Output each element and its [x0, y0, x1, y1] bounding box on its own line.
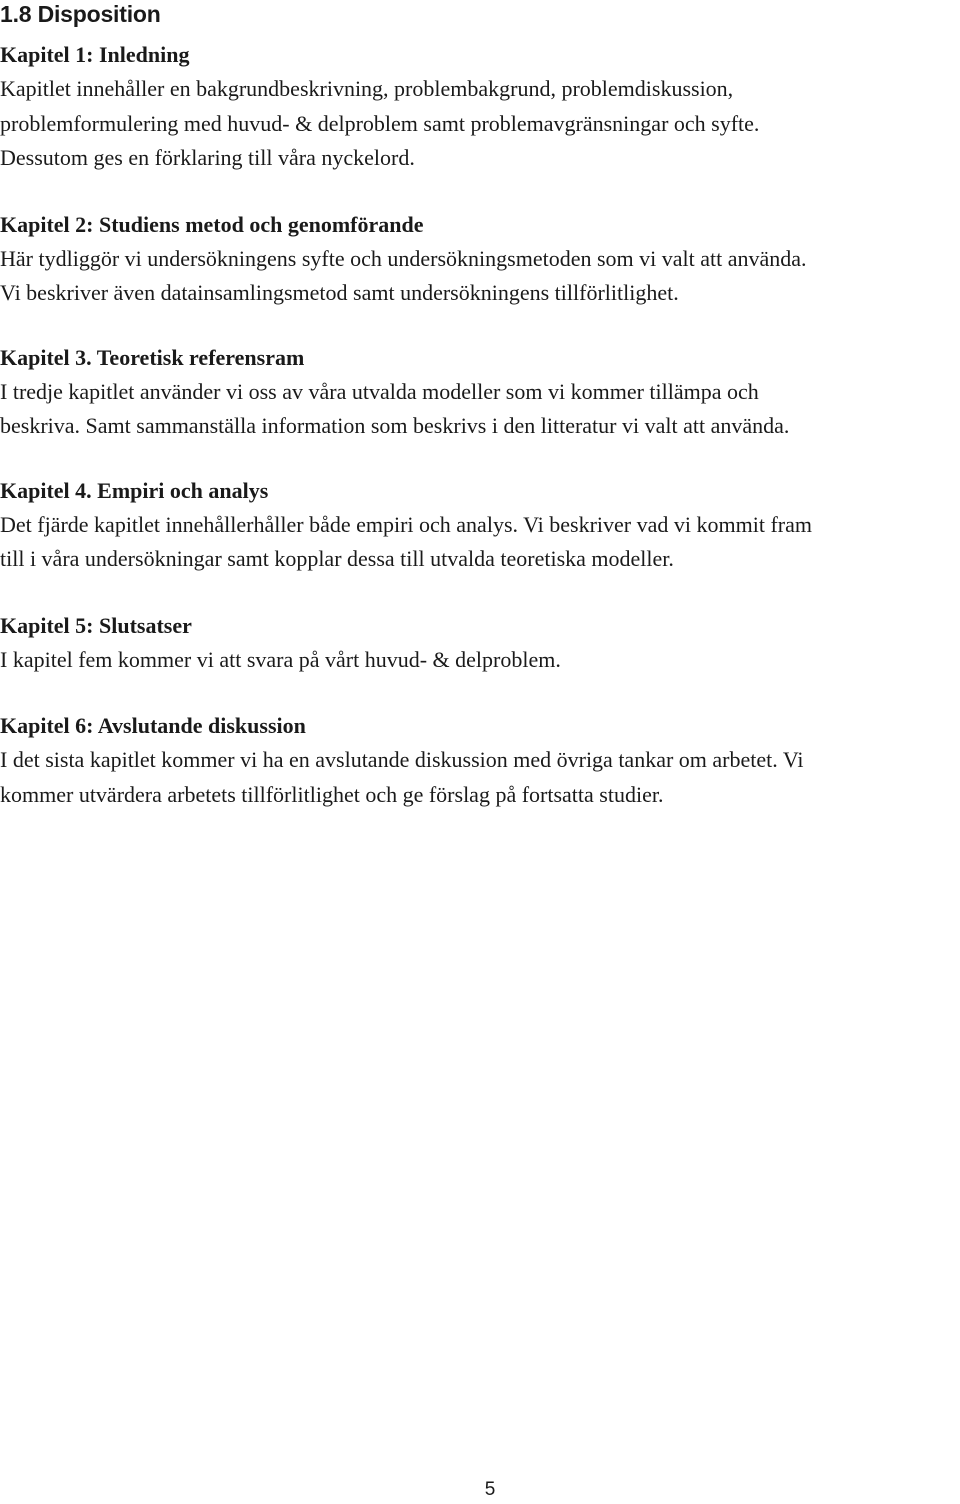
chapter-3-title-prefix: Kapitel 3. — [0, 344, 92, 370]
text-line: Kapitlet innehåller en bakgrundbeskrivning, problembakgrund, problemdiskussion, — [0, 76, 734, 101]
chapter-4-description — [0, 508, 960, 577]
chapter-5-title: Kapitel 5: Slutsatser — [0, 612, 192, 638]
text-line: Det fjärde kapitlet innehållerhåller både empiri och analys. Vi beskriver vad vi kommit fram — [0, 511, 812, 537]
chapter-1 — [0, 38, 960, 176]
chapter-3-title — [0, 341, 960, 375]
chapter-6-description — [0, 743, 960, 812]
text-line: Dessutom ges en förklaring till våra nyckelord. — [0, 145, 415, 170]
text-line: I kapitel fem kommer vi att svara på vårt huvud- & delproblem. — [0, 646, 561, 672]
chapter-5 — [0, 609, 960, 678]
chapter-2-title: Kapitel 2: Studiens metod och genomförande — [0, 211, 424, 237]
chapter-1-description — [0, 72, 960, 176]
chapter-3-description — [0, 375, 960, 444]
text-line: I tredje kapitlet använder vi oss av våra utvalda modeller som vi kommer tillämpa och — [0, 378, 759, 404]
chapter-3-title-text: Teoretisk referensram — [91, 344, 305, 370]
chapter-2-description — [0, 242, 960, 311]
text-line: kommer utvärdera arbetets tillförlitlighet och ge förslag på fortsatta studier. — [0, 781, 664, 807]
section-heading: 1.8 Disposition — [0, 1, 161, 27]
chapter-4-title-text: Empiri och analys — [91, 477, 269, 503]
chapter-2 — [0, 208, 960, 311]
chapter-3 — [0, 341, 960, 444]
chapter-1-title: Kapitel 1: Inledning — [0, 42, 190, 67]
text-line: till i våra undersökningar samt kopplar dessa till utvalda teoretiska modeller. — [0, 546, 674, 571]
text-line: problemformulering med huvud- & delproblem samt problemavgränsningar och syfte. — [0, 110, 760, 136]
page-number: 5 — [484, 1479, 496, 1500]
text-line: Här tydliggör vi undersökningens syfte och undersökningsmetoden som vi valt att använda. — [0, 245, 807, 271]
chapter-4-title — [0, 474, 960, 508]
text-line: beskriva. Samt sammanställa information som beskrivs i den litteratur vi valt att använda. — [0, 413, 790, 438]
chapter-4 — [0, 474, 960, 577]
text-line: Vi beskriver även datainsamlingsmetod samt undersökningens tillförlitlighet. — [0, 280, 679, 305]
chapter-4-title-prefix: Kapitel 4. — [0, 477, 92, 503]
chapter-6-title: Kapitel 6: Avslutande diskussion — [0, 713, 306, 738]
chapter-6 — [0, 709, 960, 812]
chapter-5-description — [0, 643, 960, 678]
text-line: I det sista kapitlet kommer vi ha en avslutande diskussion med övriga tankar om arbetet. Vi — [0, 747, 804, 772]
